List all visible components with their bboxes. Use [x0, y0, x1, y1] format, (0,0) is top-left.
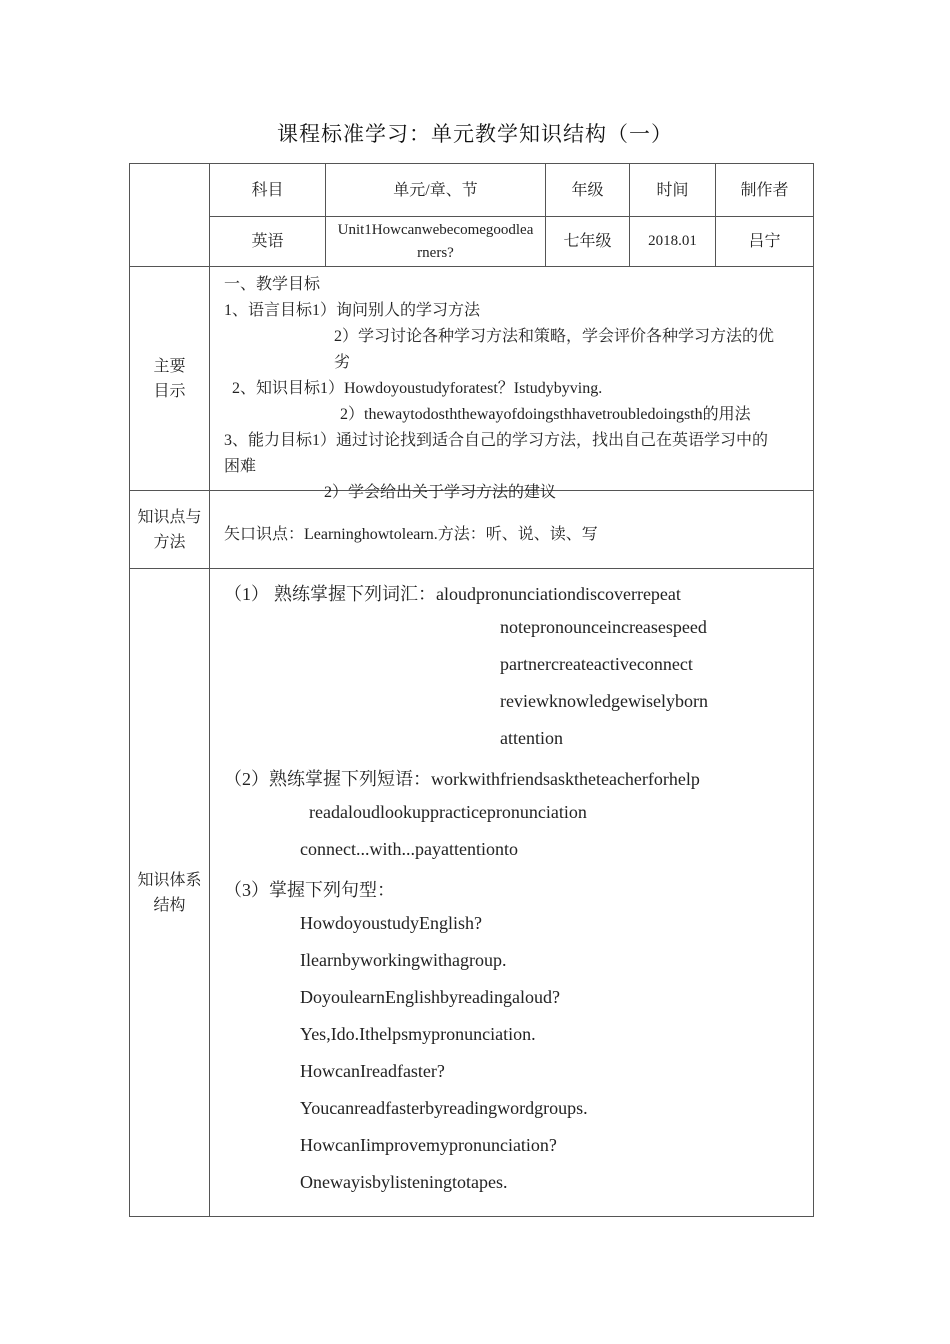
header-time: 时间 — [656, 181, 689, 199]
info-time: 2018.01 — [648, 233, 697, 249]
goals-label-line2: 目示 — [153, 382, 186, 400]
method-label-line1: 知识点与 — [137, 508, 202, 526]
method-label-line2: 方法 — [153, 533, 186, 551]
structure-label-line1: 知识体系 — [137, 871, 202, 889]
info-unit-line1: Unit1Howcanwebecomegoodlea — [337, 221, 534, 238]
pattern-line: HowdoyoustudyEnglish? — [300, 913, 482, 933]
goals-content — [210, 267, 813, 501]
phrase-line: connect...with...payattentionto — [300, 839, 518, 859]
vocab-number: （1） — [224, 584, 269, 604]
header-grade: 年级 — [571, 181, 604, 199]
goals-label-line1: 主要 — [153, 357, 186, 375]
pattern-line: Onewayisbylisteningtotapes. — [300, 1172, 508, 1192]
vocab-line: attention — [500, 728, 563, 748]
goals-line: 困难 — [224, 458, 257, 475]
table-divider-method — [129, 568, 814, 569]
phrase-line: readaloudlookuppracticepronunciation — [309, 802, 587, 822]
goals-line: 1、语言目标1）询问别人的学习方法 — [224, 302, 481, 319]
goals-line: 劣 — [334, 354, 351, 371]
pattern-line: Yes,Ido.Ithelpsmypronunciation. — [300, 1024, 536, 1044]
goals-line: 2）学习讨论各种学习方法和策略，学会评价各种学习方法的优 — [334, 328, 775, 345]
goals-line: 一、教学目标 — [224, 276, 321, 293]
goals-line: 3、能力目标1）通过讨论找到适合自己的学习方法，找出自己在英语学习中的 — [224, 432, 769, 449]
pattern-line: DoyoulearnEnglishbyreadingaloud? — [300, 987, 560, 1007]
pattern-intro: （3）掌握下列句型： — [224, 880, 395, 900]
info-unit-line2: rners? — [417, 244, 454, 261]
info-unit — [326, 217, 545, 266]
structure-label — [130, 569, 209, 1216]
pattern-line: HowcanIimprovemypronunciation? — [300, 1135, 557, 1155]
header-unit: 单元/章、节 — [393, 181, 478, 199]
info-author: 吕宁 — [748, 233, 781, 250]
vocab-line: partnercreateactiveconnect — [500, 654, 693, 674]
table-border-bottom — [129, 1216, 814, 1217]
vocab-line: notepronounceincreasespeed — [500, 617, 707, 637]
method-text: 矢口识点：Learninghowtolearn.方法：听、说、读、写 — [224, 526, 598, 543]
phrase-intro: （2）熟练掌握下列短语：workwithfriendsasktheteacherforhelp — [224, 769, 700, 789]
vocab-line: reviewknowledgewiselyborn — [500, 691, 708, 711]
goals-label — [130, 267, 209, 490]
pattern-line: Ilearnbyworkingwithagroup. — [300, 950, 507, 970]
pattern-line: Youcanreadfasterbyreadingwordgroups. — [300, 1098, 588, 1118]
goals-line: 2）学会给出关于学习方法的建议 — [324, 484, 557, 501]
header-author: 制作者 — [740, 181, 789, 199]
header-subject: 科目 — [251, 181, 284, 199]
goals-line: 2）thewaytodosththewayofdoingsthhavetroubledoingsth的用法 — [340, 406, 751, 423]
table-border-right — [813, 163, 814, 1217]
vocab-intro: 熟练掌握下列词汇：aloudpronunciationdiscoverrepeat — [274, 584, 681, 604]
page-title: 课程标准学习：单元教学知识结构（一） — [277, 122, 673, 146]
structure-label-line2: 结构 — [153, 896, 186, 914]
method-label — [130, 491, 209, 568]
goals-line: 2、知识目标1）Howdoyoustudyforatest？Istudybyving. — [232, 380, 603, 397]
info-grade: 七年级 — [563, 233, 612, 250]
info-subject: 英语 — [251, 233, 284, 250]
pattern-line: HowcanIreadfaster? — [300, 1061, 445, 1081]
